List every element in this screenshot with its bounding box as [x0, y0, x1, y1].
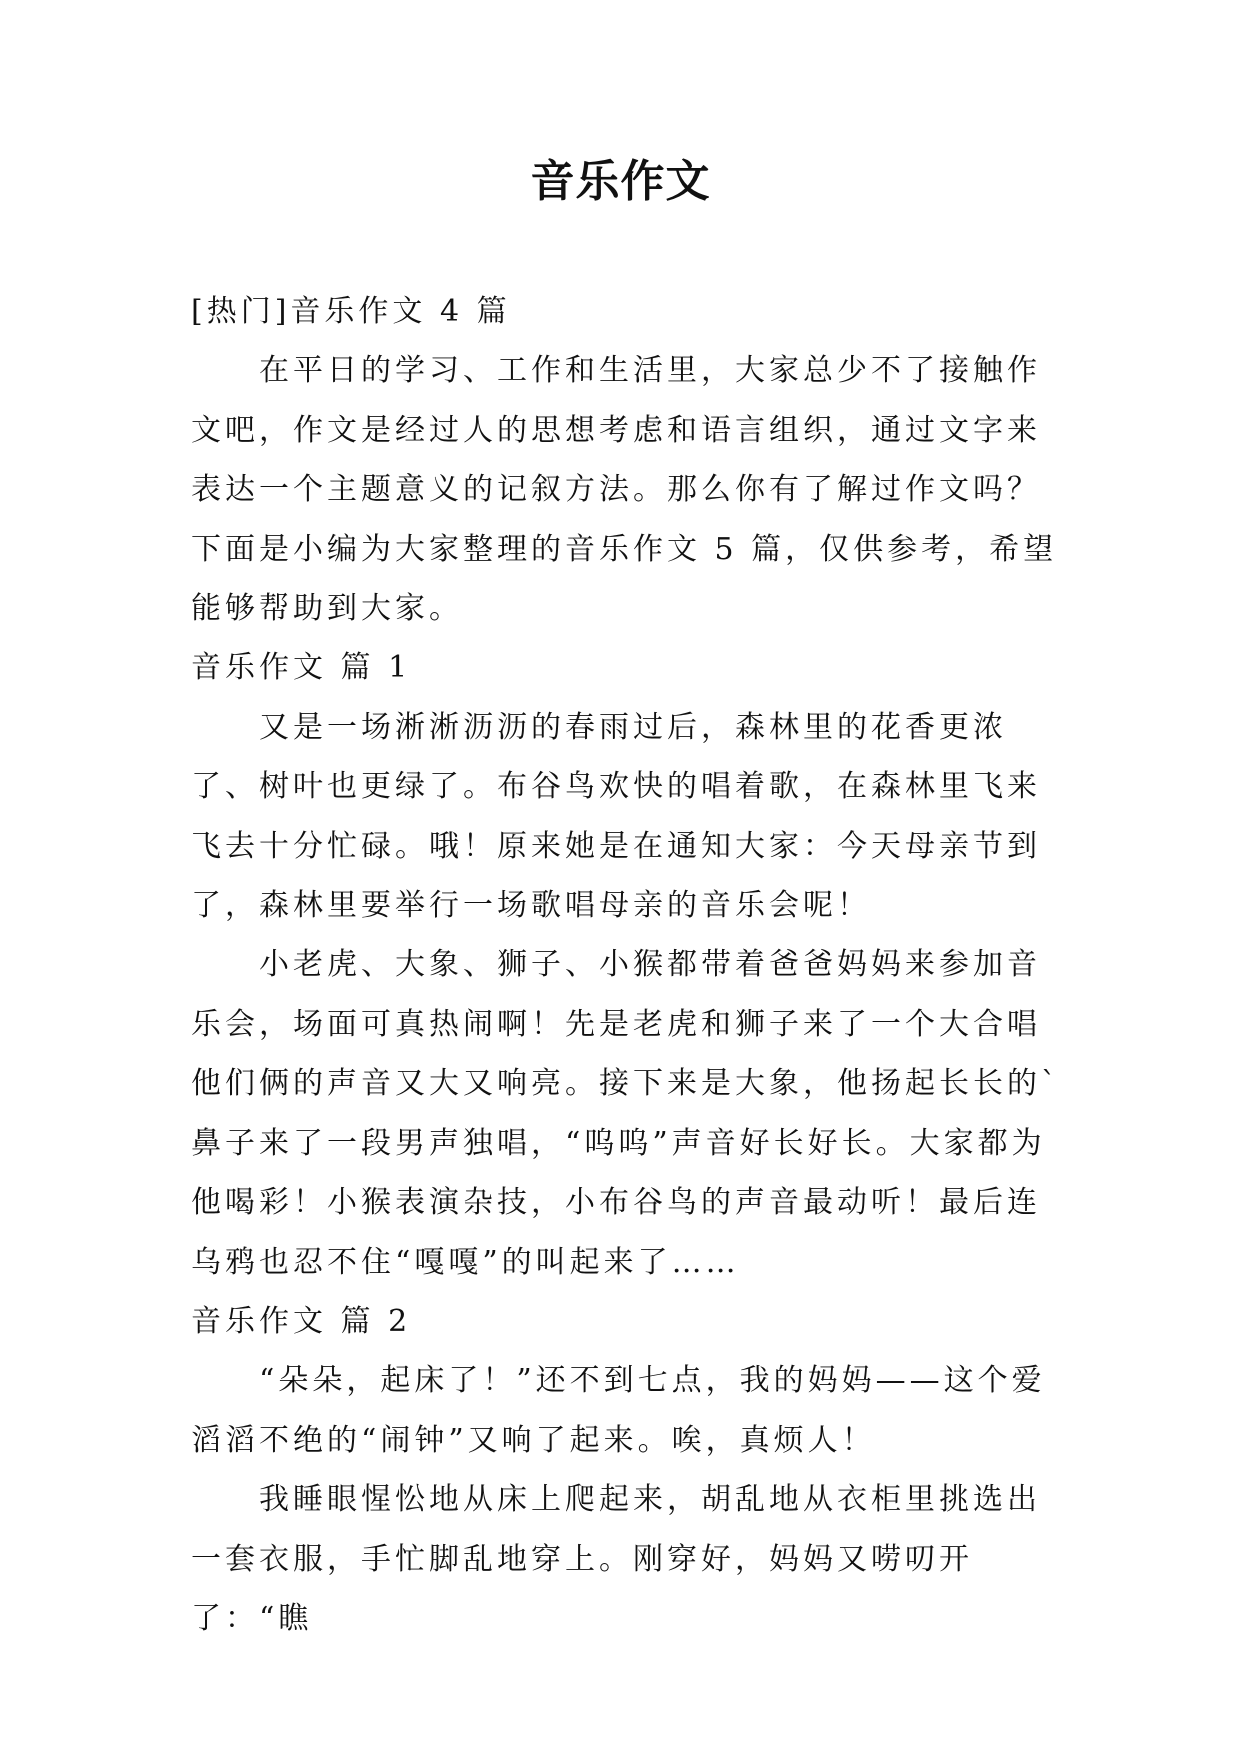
section-1-paragraph-1: 又是一场淅淅沥沥的春雨过后，森林里的花香更浓了、树叶也更绿了。布谷鸟欢快的唱着歌，在森林里飞来飞去十分忙碌。哦！原来她是在通知大家：今天母亲节到了，森林里要举行一场歌唱母亲的音乐会呢！ [191, 709, 1041, 924]
section-1-heading: 音乐作文 篇 1 [191, 650, 412, 686]
document-body [191, 282, 1061, 1648]
intro-paragraph: 在平日的学习、工作和生活里，大家总少不了接触作文吧，作文是经过人的思想考虑和语言组织，通过文字来表达一个主题意义的记叙方法。那么你有了解过作文吗？下面是小编为大家整理的音乐作文 5 篇，仅供参考，希望能够帮助到大家。 [191, 353, 1058, 627]
document-title: 音乐作文 [530, 156, 711, 207]
section-2-paragraph-1: “朵朵，起床了！”还不到七点，我的妈妈——这个爱滔滔不绝的“闹钟”又响了起来。唉，真烦人！ [191, 1363, 1046, 1458]
section-1-paragraph-2: 小老虎、大象、狮子、小猴都带着爸爸妈妈来参加音乐会，场面可真热闹啊！先是老虎和狮子来了一个大合唱他们俩的声音又大又响亮。接下来是大象，他扬起长长的`鼻子来了一段男声独唱，“呜呜”声音好长好长。大家都为他喝彩！小猴表演杂技，小布谷鸟的声音最动听！最后连乌鸦也忍不住“嘎嘎”的叫起来了…… [191, 947, 1060, 1280]
section-2-paragraph-2: 我睡眼惺忪地从床上爬起来，胡乱地从衣柜里挑选出一套衣服，手忙脚乱地穿上。刚穿好，妈妈又唠叨开了：“瞧 [191, 1482, 1041, 1636]
document-subtitle: [热门]音乐作文 4 篇 [191, 294, 511, 329]
section-2-heading: 音乐作文 篇 2 [191, 1303, 412, 1339]
